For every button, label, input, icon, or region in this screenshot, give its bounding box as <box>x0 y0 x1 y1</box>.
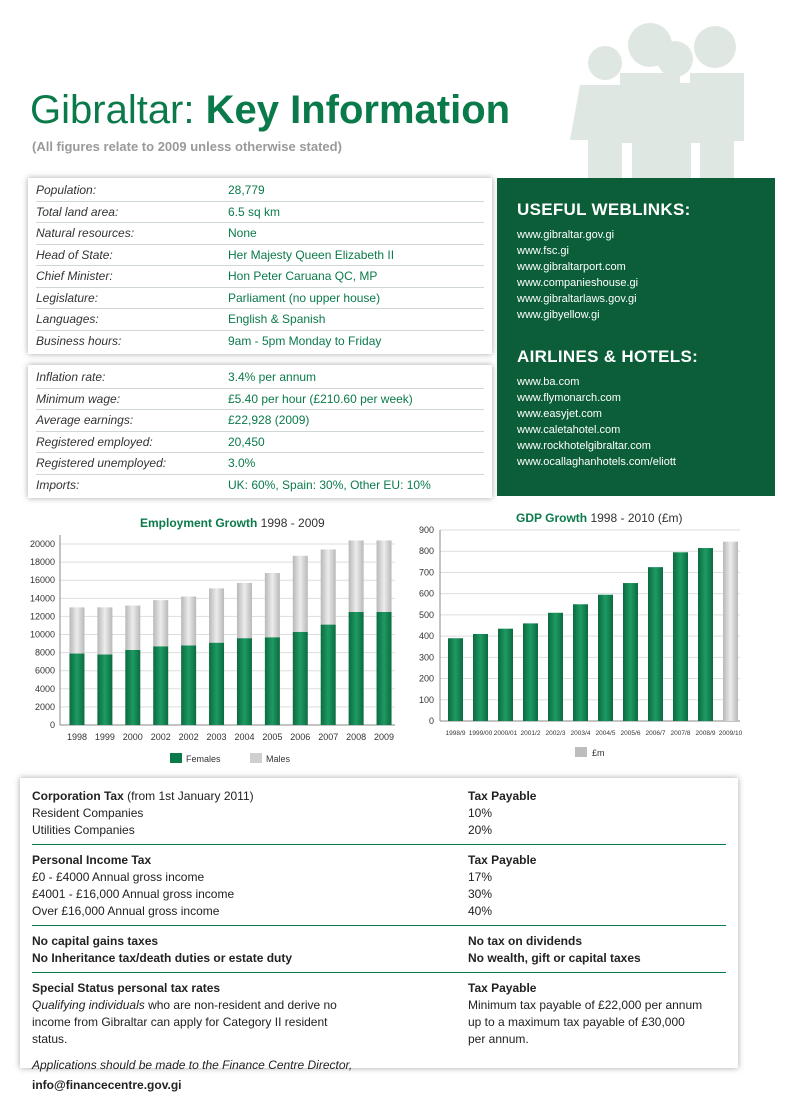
info-value: 3.4% per annum <box>228 370 317 385</box>
x-tick-label: 2003 <box>206 732 227 742</box>
y-tick-label: 16000 <box>29 575 55 586</box>
y-tick-label: 100 <box>418 694 434 705</box>
y-tick-label: 6000 <box>34 665 55 676</box>
info-value: £5.40 per hour (£210.60 per week) <box>228 391 413 406</box>
bar-females <box>321 625 336 725</box>
y-tick-label: 900 <box>418 525 434 535</box>
info-value: UK: 60%, Spain: 30%, Other EU: 10% <box>228 478 431 493</box>
bar-females <box>69 654 84 725</box>
x-tick-label: 2003/4 <box>570 730 591 737</box>
special-left-line-1: who are non-resident and derive no <box>144 998 337 1012</box>
info-row <box>36 475 484 497</box>
info-row <box>36 202 484 224</box>
page-subtitle: (All figures relate to 2009 unless otherwise stated) <box>32 139 342 154</box>
bar-gdp <box>673 552 688 721</box>
bar-males <box>97 607 112 654</box>
info-row <box>36 288 484 310</box>
y-tick-label: 0 <box>49 720 55 730</box>
employment-chart-title: Employment Growth 1998 - 2009 <box>140 516 325 530</box>
bar-males <box>69 607 84 653</box>
bar-males <box>293 556 308 632</box>
tax-row-value: 30% <box>468 887 493 901</box>
info-row <box>36 367 484 389</box>
info-label: Registered employed: <box>36 434 153 449</box>
info-row <box>36 309 484 331</box>
info-row <box>36 223 484 245</box>
corporation-tax-section <box>32 786 726 845</box>
info-value: 20,450 <box>228 434 265 449</box>
links-panel <box>497 178 775 496</box>
info-row <box>36 180 484 202</box>
x-tick-label: 2007/8 <box>670 730 691 737</box>
y-tick-label: 0 <box>428 716 434 726</box>
personal-tax-heading: Personal Income Tax <box>32 853 152 867</box>
weblink[interactable]: www.gibraltarlaws.gov.gi <box>517 293 637 305</box>
y-tick-label: 600 <box>418 588 434 599</box>
info-value: Her Majesty Queen Elizabeth II <box>228 247 395 262</box>
bar-males <box>265 573 280 637</box>
tax-row-label: Utilities Companies <box>32 823 135 837</box>
bar-females <box>97 654 112 725</box>
bar-gdp <box>498 629 513 721</box>
special-left-line-2: income from Gibraltar can apply for Category II resident <box>32 1015 328 1029</box>
tax-row-label: Over £16,000 Annual gross income <box>32 904 220 918</box>
y-tick-label: 400 <box>418 631 434 642</box>
x-tick-label: 1999 <box>94 732 115 742</box>
bar-gdp <box>548 613 563 721</box>
weblinks-heading: USEFUL WEBLINKS: <box>517 200 691 219</box>
x-tick-label: 2002 <box>150 732 171 742</box>
y-tick-label: 500 <box>418 609 434 620</box>
info-row <box>36 266 484 288</box>
bar-gdp <box>573 604 588 721</box>
weblink[interactable]: www.gibraltar.gov.gi <box>517 229 615 241</box>
tax-row <box>32 903 726 920</box>
tax-row-label: £0 - £4000 Annual gross income <box>32 870 205 884</box>
info-value: Hon Peter Caruana QC, MP <box>228 269 378 284</box>
info-label: Inflation rate: <box>36 370 106 385</box>
info-row <box>36 389 484 411</box>
info-label: Head of State: <box>36 247 113 262</box>
tax-row <box>32 869 726 886</box>
personal-tax-payable-heading: Tax Payable <box>468 853 537 867</box>
legend-swatch-gdp <box>575 747 587 757</box>
tax-panel <box>20 778 738 1092</box>
info-label: Minimum wage: <box>36 391 121 406</box>
legend-label-gdp: £m <box>592 748 605 758</box>
x-tick-label: 2000/01 <box>493 730 518 737</box>
bar-females <box>209 643 224 725</box>
gdp-chart-title: GDP Growth 1998 - 2010 (£m) <box>516 511 683 525</box>
info-label: Legislature: <box>36 290 99 305</box>
bar-females <box>153 646 168 725</box>
x-tick-label: 2005/6 <box>620 730 641 737</box>
bar-gdp <box>448 638 463 721</box>
tax-row <box>32 886 726 903</box>
x-tick-label: 2002 <box>178 732 199 742</box>
y-tick-label: 4000 <box>34 683 55 694</box>
x-tick-label: 1998 <box>66 732 87 742</box>
info-label: Average earnings: <box>36 413 134 428</box>
weblink[interactable]: www.rockhotelgibraltar.com <box>517 440 651 452</box>
bar-males <box>377 540 392 611</box>
special-tax-payable-heading: Tax Payable <box>468 981 537 995</box>
corporation-tax-note: (from 1st January 2011) <box>123 789 254 803</box>
tax-row-value: 10% <box>468 806 493 820</box>
info-row <box>36 245 484 267</box>
weblinks-list <box>517 227 755 323</box>
info-label: Languages: <box>36 312 99 327</box>
bar-females <box>125 650 140 725</box>
application-note: Applications should be made to the Finance Centre Director, <box>32 1058 353 1072</box>
x-tick-label: 2000 <box>122 732 143 742</box>
info-value: 28,779 <box>228 183 265 198</box>
info-value: £22,928 (2009) <box>228 413 310 428</box>
weblink[interactable]: www.ocallaghanhotels.com/eliott <box>517 456 676 468</box>
general-info-list <box>36 180 484 352</box>
people-silhouette-icon <box>565 15 755 185</box>
misc-right-1: No tax on dividends <box>468 934 583 948</box>
x-tick-label: 2008/9 <box>695 730 716 737</box>
x-tick-label: 2004 <box>234 732 255 742</box>
airlines-list <box>517 374 755 470</box>
bar-males <box>209 588 224 642</box>
special-tax-section <box>32 978 726 1099</box>
special-right-line-2: up to a maximum tax payable of £30,000 <box>468 1015 685 1029</box>
x-tick-label: 2009/10 <box>718 730 743 737</box>
bar-males <box>153 600 168 646</box>
x-tick-label: 2001/2 <box>520 730 541 737</box>
bar-gdp <box>698 548 713 721</box>
info-row <box>36 331 484 353</box>
misc-left-1: No capital gains taxes <box>32 934 159 948</box>
weblink[interactable]: www.easyjet.com <box>517 408 602 420</box>
y-tick-label: 800 <box>418 546 434 557</box>
general-info-panel <box>28 178 492 354</box>
bar-gdp <box>473 634 488 721</box>
info-row <box>36 410 484 432</box>
info-value: English & Spanish <box>228 312 326 327</box>
info-label: Registered unemployed: <box>36 456 167 471</box>
info-label: Population: <box>36 183 97 198</box>
y-tick-label: 2000 <box>34 701 55 712</box>
x-tick-label: 2002/3 <box>545 730 566 737</box>
special-right-line-1: Minimum tax payable of £22,000 per annum <box>468 998 703 1012</box>
legend-label-males: Males <box>266 754 291 764</box>
tax-row-label: £4001 - £16,000 Annual gross income <box>32 887 235 901</box>
x-tick-label: 2008 <box>346 732 367 742</box>
tax-row-value: 40% <box>468 904 493 918</box>
tax-row <box>32 822 726 839</box>
bar-males <box>321 549 336 624</box>
tax-row-label: Resident Companies <box>32 806 144 820</box>
weblink[interactable]: www.gibyellow.gi <box>517 309 600 321</box>
corporation-tax-payable-heading: Tax Payable <box>468 789 537 803</box>
legend-swatch-males <box>250 753 262 763</box>
weblink[interactable]: www.ba.com <box>517 376 580 388</box>
weblink[interactable]: www.gibraltarport.com <box>517 261 626 273</box>
misc-left-2: No Inheritance tax/death duties or estate duty <box>32 951 293 965</box>
corporation-tax-heading: Corporation Tax <box>32 789 124 803</box>
info-label: Chief Minister: <box>36 269 113 284</box>
bar-females <box>181 645 196 725</box>
y-tick-label: 12000 <box>29 611 55 622</box>
info-label: Total land area: <box>36 204 119 219</box>
weblink[interactable]: www.caletahotel.com <box>517 424 621 436</box>
weblink[interactable]: www.fsc.gi <box>517 245 569 257</box>
y-tick-label: 200 <box>418 673 434 684</box>
tax-row-value: 17% <box>468 870 493 884</box>
y-tick-label: 8000 <box>34 647 55 658</box>
bar-males <box>349 540 364 611</box>
airlines-heading: AIRLINES & HOTELS: <box>517 347 699 366</box>
info-label: Imports: <box>36 478 80 493</box>
employment-chart <box>20 530 400 770</box>
x-tick-label: 2004/5 <box>595 730 616 737</box>
weblink[interactable]: www.flymonarch.com <box>517 392 621 404</box>
bar-females <box>237 638 252 725</box>
y-tick-label: 14000 <box>29 593 55 604</box>
y-tick-label: 10000 <box>29 629 55 640</box>
x-tick-label: 2007 <box>318 732 339 742</box>
info-row <box>36 453 484 475</box>
tax-row <box>32 805 726 822</box>
info-label: Business hours: <box>36 334 122 349</box>
y-tick-label: 700 <box>418 567 434 578</box>
bar-gdp <box>648 567 663 721</box>
info-value: None <box>228 226 257 241</box>
bar-males <box>181 597 196 646</box>
bar-males <box>125 606 140 650</box>
personal-tax-section <box>32 850 726 926</box>
bar-males <box>237 583 252 638</box>
legend-label-females: Females <box>186 754 221 764</box>
special-left-line-3: status. <box>32 1032 68 1046</box>
special-right-line-3: per annum. <box>468 1032 529 1046</box>
bar-females <box>265 637 280 725</box>
page-title: Gibraltar: Key Information <box>30 88 511 132</box>
y-tick-label: 18000 <box>29 557 55 568</box>
bar-gdp <box>723 542 738 721</box>
special-qualifying: Qualifying individuals <box>32 998 145 1012</box>
economic-info-list <box>36 367 484 496</box>
bar-females <box>293 632 308 725</box>
weblink[interactable]: www.companieshouse.gi <box>517 277 639 289</box>
tax-row-value: 20% <box>468 823 493 837</box>
legend-swatch-females <box>170 753 182 763</box>
gdp-chart <box>410 522 750 767</box>
bar-gdp <box>598 595 613 721</box>
bar-gdp <box>623 583 638 721</box>
info-value: 6.5 sq km <box>228 204 281 219</box>
x-tick-label: 1998/9 <box>445 730 466 737</box>
x-tick-label: 1999/00 <box>468 730 493 737</box>
x-tick-label: 2009 <box>374 732 395 742</box>
misc-right-2: No wealth, gift or capital taxes <box>468 951 641 965</box>
bar-females <box>377 612 392 725</box>
bar-females <box>349 612 364 725</box>
info-label: Natural resources: <box>36 226 135 241</box>
bar-gdp <box>523 623 538 721</box>
info-value: Parliament (no upper house) <box>228 290 381 305</box>
x-tick-label: 2006 <box>290 732 311 742</box>
x-tick-label: 2006/7 <box>645 730 666 737</box>
info-row <box>36 432 484 454</box>
misc-tax-section <box>32 931 726 973</box>
special-tax-heading: Special Status personal tax rates <box>32 981 221 995</box>
info-value: 9am - 5pm Monday to Friday <box>228 334 382 349</box>
y-tick-label: 20000 <box>29 539 55 550</box>
x-tick-label: 2005 <box>262 732 283 742</box>
economic-info-panel <box>28 365 492 498</box>
info-value: 3.0% <box>228 456 256 471</box>
application-email[interactable]: info@financecentre.gov.gi <box>32 1078 182 1092</box>
y-tick-label: 300 <box>418 652 434 663</box>
